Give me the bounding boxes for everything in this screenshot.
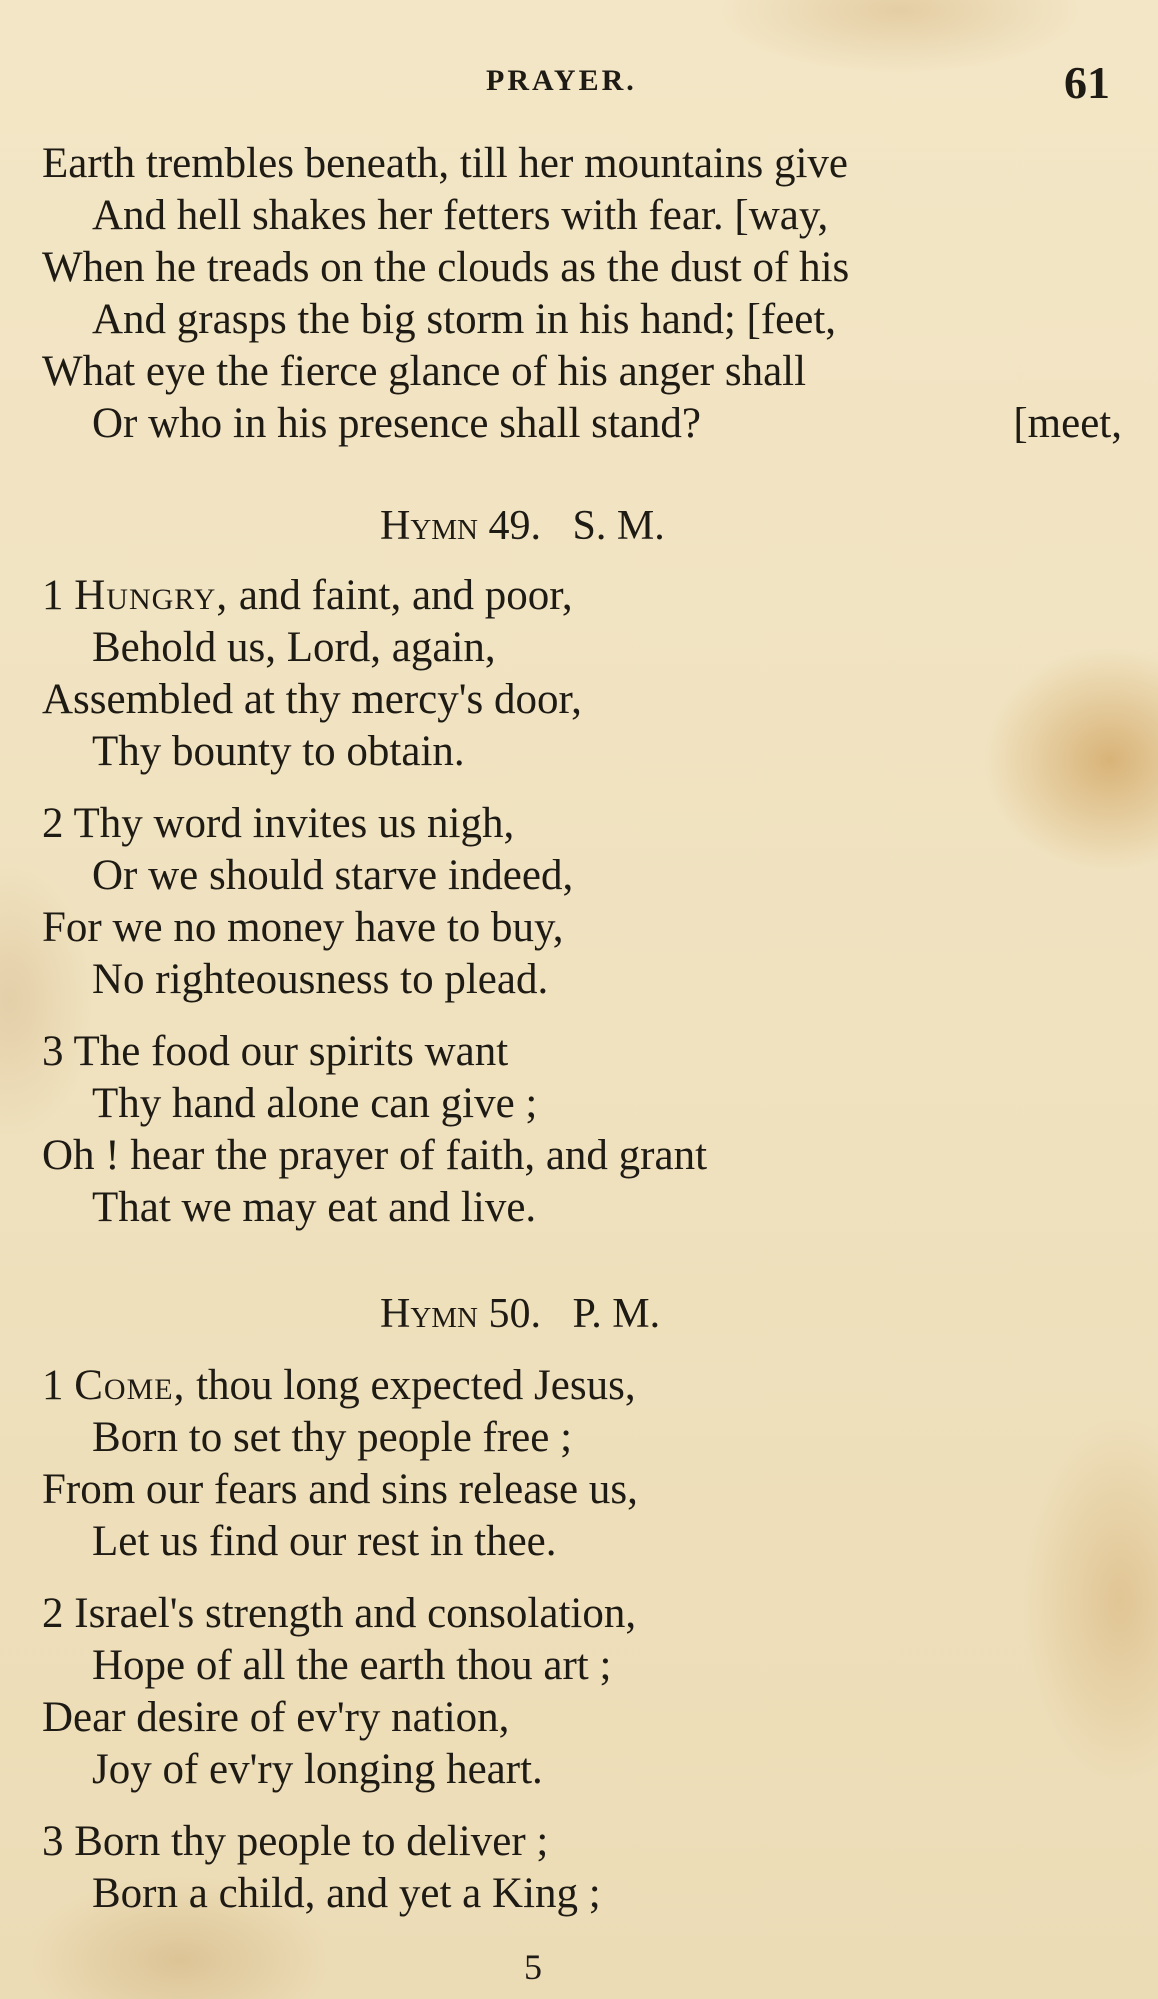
stanza-number: 3 [42,1028,64,1075]
prev-hymn-line-3: When he treads on the clouds as the dust of his [42,244,850,291]
prev-hymn-line-1: Earth trembles beneath, till her mountains give [42,140,849,187]
prev-hymn-line-4: And grasps the big storm in his hand; [feet, [92,296,837,343]
hymn-50-stanza-1-line-2: Born to set thy people free ; [92,1414,573,1461]
hymn-49-number: 49. [488,503,542,549]
hymn-50-stanza-3-line-1 [42,1818,548,1866]
stanza-number: 1 [42,1362,64,1409]
hymn-49-meter: S. M. [572,503,665,549]
stanza-first-word: Come, [74,1362,186,1409]
hymn-50-stanza-1-line-3: From our fears and sins release us, [42,1466,638,1513]
hymn-50-label: Hymn [380,1291,479,1337]
stanza-first-word: Hungry, [74,572,229,619]
hymn-49-stanza-3-line-3: Oh ! hear the prayer of faith, and grant [42,1132,708,1179]
stanza-first-line: Born thy people to deliver ; [74,1818,549,1865]
hymn-49-stanza-1-line-3: Assembled at thy mercy's door, [42,676,582,723]
signature-mark: 5 [524,1947,542,1987]
hymn-49-label: Hymn [380,503,479,549]
hymn-50-stanza-2-line-2: Hope of all the earth thou art ; [92,1642,612,1689]
hymn-49-stanza-1-line-4: Thy bounty to obtain. [92,728,465,775]
hymn-50-stanza-3-line-2: Born a child, and yet a King ; [92,1870,601,1917]
stanza-number: 2 [42,1590,64,1637]
hymn-49-title [380,502,665,550]
hymn-49-stanza-3-line-1 [42,1028,508,1076]
hymn-49-stanza-3-line-2: Thy hand alone can give ; [92,1080,538,1127]
stanza-number: 2 [42,800,64,847]
hymn-50-meter: P. M. [572,1291,661,1337]
hymn-49-stanza-2-line-2: Or we should starve indeed, [92,852,574,899]
hymn-50-number: 50. [488,1291,542,1337]
hymn-49-stanza-2-line-4: No righteousness to plead. [92,956,549,1003]
prev-hymn-carry-word: [meet, [1013,400,1122,447]
prev-hymn-line-2: And hell shakes her fetters with fear. [way, [92,192,829,239]
hymn-50-stanza-1-line-4: Let us find our rest in thee. [92,1518,557,1565]
page-number: 61 [1064,57,1110,108]
running-title: PRAYER. [486,64,637,97]
stanza-number: 1 [42,572,64,619]
prev-hymn-line-6: Or who in his presence shall stand? [92,400,702,447]
hymn-49-stanza-2-line-3: For we no money have to buy, [42,904,564,951]
hymn-49-stanza-1-line-1 [42,572,573,620]
stanza-first-line: Israel's strength and consolation, [74,1590,637,1637]
stanza-first-line: The food our spirits want [73,1028,509,1075]
hymn-50-stanza-2-line-1 [42,1590,636,1638]
hymn-49-stanza-2-line-1 [42,800,514,848]
hymn-50-stanza-2-line-3: Dear desire of ev'ry nation, [42,1694,510,1741]
hymn-50-title [380,1290,660,1338]
hymn-50-stanza-2-line-4: Joy of ev'ry longing heart. [92,1746,543,1793]
stanza-first-line-rest: and faint, and poor, [228,572,573,619]
stanza-first-line-rest: thou long expected Jesus, [185,1362,636,1409]
hymn-50-stanza-1-line-1 [42,1362,636,1410]
hymn-49-stanza-3-line-4: That we may eat and live. [92,1184,537,1231]
stanza-number: 3 [42,1818,64,1865]
hymn-49-stanza-1-line-2: Behold us, Lord, again, [92,624,496,671]
prev-hymn-line-5: What eye the fierce glance of his anger shall [42,348,807,395]
stanza-first-line: Thy word invites us nigh, [73,800,515,847]
